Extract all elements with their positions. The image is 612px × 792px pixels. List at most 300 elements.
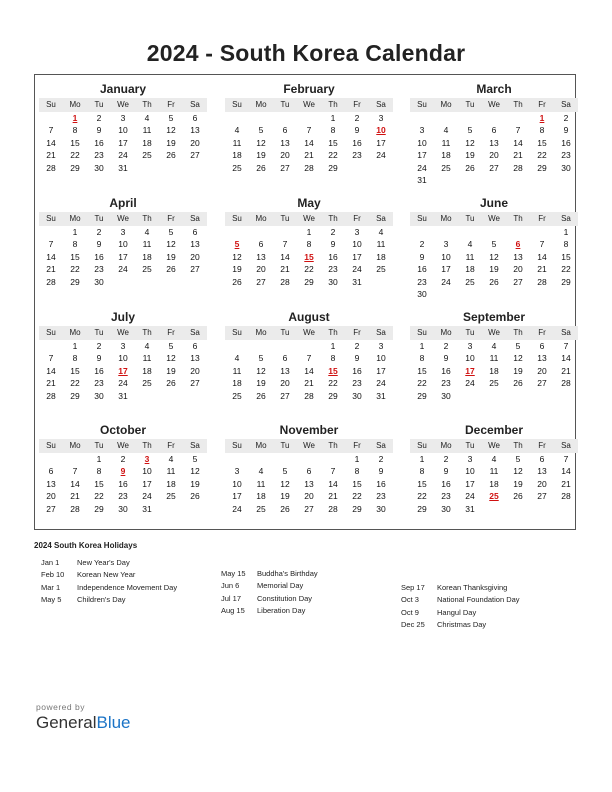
day-cell: 6 bbox=[539, 341, 545, 351]
holiday-name: Korean New Year bbox=[77, 570, 136, 580]
holiday-date: Jan 1 bbox=[41, 558, 60, 567]
weekday-label: We bbox=[117, 214, 129, 223]
day-cell: 6 bbox=[282, 125, 288, 136]
empty-cell bbox=[225, 226, 249, 238]
day-cell: 16 bbox=[118, 478, 128, 489]
day-cell: 13 bbox=[280, 365, 290, 376]
holiday-item bbox=[401, 594, 520, 606]
day-cell: 27 bbox=[304, 503, 314, 514]
day-cell: 19 bbox=[166, 365, 176, 376]
day-cell: 26 bbox=[190, 491, 200, 502]
empty-cell bbox=[506, 503, 530, 515]
day-cell: 29 bbox=[94, 503, 104, 514]
holiday-name: Liberation Day bbox=[257, 605, 306, 615]
day-cell: 2 bbox=[443, 341, 449, 351]
day-cell: 8 bbox=[419, 466, 425, 477]
day-cell: 28 bbox=[537, 276, 547, 287]
day-cell: 9 bbox=[419, 251, 425, 262]
week-row bbox=[225, 453, 393, 465]
empty-cell bbox=[159, 276, 183, 288]
day-cell: 30 bbox=[561, 162, 571, 173]
week-row bbox=[39, 465, 207, 477]
week-row bbox=[410, 478, 578, 490]
day-cell: 24 bbox=[376, 378, 386, 389]
day-cell: 10 bbox=[417, 137, 427, 148]
empty-cell bbox=[183, 503, 207, 515]
day-cell: 27 bbox=[256, 276, 266, 287]
day-cell: 17 bbox=[417, 150, 427, 161]
day-cell: 6 bbox=[48, 466, 54, 477]
week-row bbox=[39, 390, 207, 402]
holiday-name: National Foundation Day bbox=[437, 595, 520, 605]
day-cell: 12 bbox=[256, 137, 266, 148]
day-cell: 22 bbox=[328, 378, 338, 389]
week-row bbox=[225, 377, 393, 389]
week-row bbox=[225, 465, 393, 477]
day-cell: 14 bbox=[46, 137, 56, 148]
day-cell: 29 bbox=[328, 390, 338, 401]
day-cell: 21 bbox=[561, 365, 571, 376]
day-cell: 12 bbox=[232, 251, 242, 262]
weekday-label: Th bbox=[142, 328, 152, 337]
day-cell: 19 bbox=[513, 365, 523, 376]
week-row bbox=[410, 137, 578, 149]
empty-cell bbox=[225, 453, 249, 465]
week-row bbox=[225, 137, 393, 149]
day-cell: 9 bbox=[96, 239, 102, 250]
weekday-label: Th bbox=[328, 214, 338, 223]
week-row bbox=[39, 149, 207, 161]
empty-cell bbox=[506, 288, 530, 300]
week-row bbox=[225, 490, 393, 502]
day-cell: 22 bbox=[328, 150, 338, 161]
day-cell: 21 bbox=[561, 478, 571, 489]
day-cell: 4 bbox=[144, 227, 150, 237]
empty-cell bbox=[39, 453, 63, 465]
holiday-name: Constitution Day bbox=[257, 593, 313, 603]
day-cell: 3 bbox=[467, 454, 473, 464]
holiday-name: Christmas Day bbox=[437, 619, 487, 629]
day-cell: 20 bbox=[513, 264, 523, 275]
day-cell: 26 bbox=[256, 162, 266, 173]
week-row bbox=[410, 390, 578, 402]
day-cell: 28 bbox=[304, 162, 314, 173]
day-cell: 12 bbox=[513, 466, 523, 477]
day-cell: 16 bbox=[352, 365, 362, 376]
day-cell: 24 bbox=[232, 503, 242, 514]
day-cell: 7 bbox=[563, 341, 569, 351]
empty-cell bbox=[39, 340, 63, 352]
day-cell: 14 bbox=[304, 137, 314, 148]
weekday-label: Fr bbox=[538, 441, 546, 450]
month-name: December bbox=[464, 423, 524, 437]
day-cell: 12 bbox=[465, 137, 475, 148]
day-cell: 1 bbox=[330, 341, 336, 351]
day-cell: 13 bbox=[190, 239, 200, 250]
day-cell: 6 bbox=[282, 353, 288, 364]
weekday-label: We bbox=[117, 441, 129, 450]
weekday-label: Tu bbox=[280, 214, 290, 223]
weekday-label: Sa bbox=[561, 100, 571, 109]
holiday-item bbox=[41, 569, 177, 581]
day-cell: 16 bbox=[328, 251, 338, 262]
holiday-item bbox=[401, 582, 520, 594]
month-march bbox=[410, 81, 578, 186]
day-cell: 20 bbox=[46, 491, 56, 502]
day-cell: 3 bbox=[419, 125, 425, 136]
empty-cell bbox=[159, 162, 183, 174]
empty-cell bbox=[482, 174, 506, 186]
day-cell: 17 bbox=[118, 365, 128, 376]
week-row bbox=[39, 238, 207, 250]
day-cell: 8 bbox=[330, 125, 336, 136]
month-september bbox=[410, 309, 578, 402]
generalblue-logo[interactable] bbox=[36, 713, 131, 733]
weekday-header bbox=[39, 439, 207, 453]
day-cell: 18 bbox=[166, 478, 176, 489]
day-cell: 20 bbox=[280, 378, 290, 389]
day-cell: 14 bbox=[304, 365, 314, 376]
empty-cell bbox=[530, 288, 554, 300]
day-cell: 17 bbox=[465, 478, 475, 489]
empty-cell bbox=[249, 112, 273, 124]
day-cell: 12 bbox=[166, 239, 176, 250]
day-cell: 25 bbox=[142, 150, 152, 161]
empty-cell bbox=[506, 174, 530, 186]
day-cell: 20 bbox=[256, 264, 266, 275]
day-cell: 4 bbox=[234, 125, 240, 136]
day-cell: 30 bbox=[328, 276, 338, 287]
day-cell: 12 bbox=[166, 125, 176, 136]
week-row bbox=[225, 251, 393, 263]
holiday-date: May 15 bbox=[221, 569, 246, 578]
day-cell: 15 bbox=[328, 365, 338, 376]
day-cell: 27 bbox=[190, 150, 200, 161]
day-cell: 6 bbox=[539, 454, 545, 464]
day-cell: 13 bbox=[304, 478, 314, 489]
day-cell: 31 bbox=[465, 503, 475, 514]
day-cell: 21 bbox=[304, 378, 314, 389]
day-cell: 5 bbox=[282, 466, 288, 477]
holiday-name: Independence Movement Day bbox=[77, 582, 178, 592]
day-cell: 4 bbox=[491, 341, 497, 351]
day-cell: 3 bbox=[234, 466, 240, 477]
weekday-label: Tu bbox=[94, 441, 104, 450]
empty-cell bbox=[135, 390, 159, 402]
day-cell: 5 bbox=[258, 125, 264, 136]
day-cell: 13 bbox=[280, 137, 290, 148]
weekday-label: Th bbox=[142, 100, 152, 109]
day-cell: 5 bbox=[168, 341, 174, 351]
weekday-header bbox=[410, 439, 578, 453]
day-cell: 21 bbox=[537, 264, 547, 275]
empty-cell bbox=[482, 112, 506, 124]
day-cell: 28 bbox=[328, 503, 338, 514]
day-cell: 8 bbox=[72, 353, 78, 364]
day-cell: 3 bbox=[354, 227, 360, 237]
day-cell: 17 bbox=[465, 365, 475, 376]
day-cell: 30 bbox=[352, 390, 362, 401]
day-cell: 11 bbox=[166, 466, 176, 477]
day-cell: 1 bbox=[419, 454, 425, 464]
day-cell: 18 bbox=[232, 378, 242, 389]
day-cell: 12 bbox=[190, 466, 200, 477]
week-row bbox=[410, 174, 578, 186]
holiday-date: Feb 10 bbox=[41, 570, 65, 580]
empty-cell bbox=[458, 288, 482, 300]
day-cell: 19 bbox=[513, 478, 523, 489]
weekday-label: Su bbox=[46, 441, 56, 450]
day-cell: 11 bbox=[256, 478, 266, 489]
week-row bbox=[410, 453, 578, 465]
empty-cell bbox=[458, 390, 482, 402]
month-name: May bbox=[297, 196, 321, 210]
empty-cell bbox=[183, 390, 207, 402]
day-cell: 27 bbox=[513, 276, 523, 287]
day-cell: 26 bbox=[256, 390, 266, 401]
weekday-label: Th bbox=[513, 214, 523, 223]
day-cell: 25 bbox=[256, 503, 266, 514]
week-row bbox=[39, 263, 207, 275]
weekday-label: Tu bbox=[94, 328, 104, 337]
day-cell: 25 bbox=[166, 491, 176, 502]
day-cell: 27 bbox=[190, 264, 200, 275]
holiday-date: Jun 6 bbox=[221, 581, 240, 591]
day-cell: 23 bbox=[441, 491, 451, 502]
day-cell: 20 bbox=[280, 150, 290, 161]
week-row bbox=[225, 162, 393, 174]
weekday-label: Su bbox=[417, 214, 427, 223]
day-cell: 17 bbox=[142, 478, 152, 489]
day-cell: 29 bbox=[328, 162, 338, 173]
day-cell: 27 bbox=[46, 503, 56, 514]
day-cell: 31 bbox=[352, 276, 362, 287]
empty-cell bbox=[369, 276, 393, 288]
day-cell: 29 bbox=[70, 276, 80, 287]
day-cell: 5 bbox=[491, 239, 497, 250]
empty-cell bbox=[482, 503, 506, 515]
week-row bbox=[225, 149, 393, 161]
day-cell: 17 bbox=[376, 365, 386, 376]
day-cell: 25 bbox=[232, 390, 242, 401]
holiday-name: New Year's Day bbox=[77, 558, 130, 567]
week-row bbox=[410, 365, 578, 377]
empty-cell bbox=[159, 390, 183, 402]
day-cell: 29 bbox=[561, 276, 571, 287]
month-june bbox=[410, 195, 578, 300]
day-cell: 9 bbox=[354, 125, 360, 136]
day-cell: 10 bbox=[376, 353, 386, 364]
day-cell: 26 bbox=[232, 276, 242, 287]
day-cell: 2 bbox=[354, 341, 360, 351]
day-cell: 2 bbox=[378, 454, 384, 464]
empty-cell bbox=[530, 390, 554, 402]
day-cell: 26 bbox=[513, 491, 523, 502]
day-cell: 22 bbox=[417, 491, 427, 502]
day-cell: 21 bbox=[304, 150, 314, 161]
day-cell: 2 bbox=[330, 227, 336, 237]
weekday-label: Mo bbox=[69, 328, 81, 337]
weekday-header bbox=[39, 98, 207, 112]
day-cell: 17 bbox=[232, 491, 242, 502]
day-cell: 17 bbox=[118, 251, 128, 262]
day-cell: 2 bbox=[354, 113, 360, 123]
day-cell: 2 bbox=[120, 454, 126, 464]
month-name: September bbox=[462, 310, 526, 324]
empty-cell bbox=[345, 162, 369, 174]
day-cell: 20 bbox=[190, 251, 200, 262]
week-row bbox=[225, 276, 393, 288]
page-title: 2024 - South Korea Calendar bbox=[146, 40, 466, 66]
weekday-label: Mo bbox=[69, 214, 81, 223]
weekday-label: Th bbox=[513, 100, 523, 109]
empty-cell bbox=[249, 453, 273, 465]
day-cell: 3 bbox=[443, 239, 449, 250]
day-cell: 19 bbox=[256, 378, 266, 389]
powered-by-text: powered by bbox=[36, 702, 85, 712]
day-cell: 8 bbox=[306, 239, 312, 250]
week-row bbox=[39, 478, 207, 490]
day-cell: 9 bbox=[563, 125, 569, 136]
day-cell: 16 bbox=[352, 137, 362, 148]
day-cell: 24 bbox=[118, 150, 128, 161]
empty-cell bbox=[39, 226, 63, 238]
day-cell: 26 bbox=[489, 276, 499, 287]
day-cell: 11 bbox=[142, 239, 152, 250]
day-cell: 14 bbox=[561, 353, 571, 364]
week-row bbox=[410, 465, 578, 477]
weekday-label: Su bbox=[232, 441, 242, 450]
day-cell: 25 bbox=[441, 162, 451, 173]
week-row bbox=[225, 124, 393, 136]
month-name: July bbox=[110, 310, 135, 324]
holiday-item bbox=[41, 557, 177, 569]
weekday-label: Sa bbox=[376, 100, 386, 109]
holiday-item bbox=[41, 594, 177, 606]
holiday-date: Mar 1 bbox=[41, 582, 61, 592]
day-cell: 14 bbox=[70, 478, 80, 489]
day-cell: 12 bbox=[513, 353, 523, 364]
weekday-label: Tu bbox=[94, 100, 104, 109]
holiday-date: Oct 3 bbox=[401, 595, 419, 605]
day-cell: 29 bbox=[352, 503, 362, 514]
weekday-header bbox=[225, 326, 393, 340]
day-cell: 18 bbox=[489, 478, 499, 489]
day-cell: 25 bbox=[232, 162, 242, 173]
day-cell: 25 bbox=[465, 276, 475, 287]
week-row bbox=[39, 490, 207, 502]
empty-cell bbox=[458, 226, 482, 238]
day-cell: 11 bbox=[441, 137, 451, 148]
week-row bbox=[410, 149, 578, 161]
day-cell: 26 bbox=[166, 378, 176, 389]
day-cell: 8 bbox=[96, 466, 102, 477]
empty-cell bbox=[458, 112, 482, 124]
holiday-name: Memorial Day bbox=[257, 581, 304, 591]
day-cell: 11 bbox=[489, 353, 499, 364]
month-name: August bbox=[288, 310, 330, 324]
day-cell: 27 bbox=[280, 390, 290, 401]
weekday-label: We bbox=[117, 328, 129, 337]
weekday-label: Fr bbox=[538, 328, 546, 337]
day-cell: 6 bbox=[192, 113, 198, 123]
day-cell: 18 bbox=[376, 251, 386, 262]
weekday-label: We bbox=[488, 328, 500, 337]
empty-cell bbox=[554, 174, 578, 186]
day-cell: 15 bbox=[352, 478, 362, 489]
day-cell: 6 bbox=[491, 125, 497, 136]
weekday-label: Th bbox=[328, 328, 338, 337]
holiday-column bbox=[401, 582, 520, 631]
day-cell: 7 bbox=[48, 239, 54, 250]
day-cell: 15 bbox=[94, 478, 104, 489]
day-cell: 14 bbox=[561, 466, 571, 477]
day-cell: 16 bbox=[94, 137, 104, 148]
day-cell: 4 bbox=[467, 239, 473, 250]
day-cell: 5 bbox=[234, 239, 240, 250]
weekday-label: Mo bbox=[69, 441, 81, 450]
day-cell: 29 bbox=[70, 162, 80, 173]
day-cell: 19 bbox=[166, 137, 176, 148]
week-row bbox=[39, 503, 207, 515]
empty-cell bbox=[434, 226, 458, 238]
weekday-label: Th bbox=[142, 441, 152, 450]
day-cell: 29 bbox=[70, 390, 80, 401]
day-cell: 14 bbox=[46, 365, 56, 376]
day-cell: 5 bbox=[258, 353, 264, 364]
day-cell: 15 bbox=[417, 365, 427, 376]
holiday-date: Sep 17 bbox=[401, 583, 425, 592]
week-row bbox=[225, 340, 393, 352]
day-cell: 11 bbox=[489, 466, 499, 477]
empty-cell bbox=[369, 162, 393, 174]
weekday-label: Tu bbox=[465, 328, 475, 337]
weekday-label: Su bbox=[232, 214, 242, 223]
empty-cell bbox=[530, 503, 554, 515]
day-cell: 1 bbox=[72, 227, 78, 237]
day-cell: 22 bbox=[94, 491, 104, 502]
day-cell: 18 bbox=[232, 150, 242, 161]
day-cell: 23 bbox=[352, 150, 362, 161]
day-cell: 9 bbox=[443, 353, 449, 364]
day-cell: 19 bbox=[256, 150, 266, 161]
month-name: October bbox=[99, 423, 146, 437]
day-cell: 10 bbox=[118, 125, 128, 136]
weekday-label: Tu bbox=[280, 441, 290, 450]
day-cell: 31 bbox=[376, 390, 386, 401]
day-cell: 25 bbox=[142, 378, 152, 389]
day-cell: 7 bbox=[72, 466, 78, 477]
weekday-header bbox=[410, 212, 578, 226]
weekday-label: Tu bbox=[280, 100, 290, 109]
holiday-name: Children's Day bbox=[77, 594, 126, 604]
day-cell: 13 bbox=[489, 137, 499, 148]
day-cell: 15 bbox=[417, 478, 427, 489]
holiday-date: Oct 9 bbox=[401, 607, 419, 617]
week-row bbox=[39, 251, 207, 263]
day-cell: 30 bbox=[376, 503, 386, 514]
footer bbox=[36, 702, 131, 733]
month-april bbox=[39, 195, 207, 288]
weekday-label: Mo bbox=[255, 214, 267, 223]
holiday-name: Hangul Day bbox=[437, 607, 477, 617]
week-row bbox=[410, 490, 578, 502]
weekday-label: Fr bbox=[353, 214, 361, 223]
weekday-label: Fr bbox=[167, 441, 175, 450]
empty-cell bbox=[273, 226, 297, 238]
day-cell: 16 bbox=[417, 264, 427, 275]
weekday-label: We bbox=[488, 441, 500, 450]
